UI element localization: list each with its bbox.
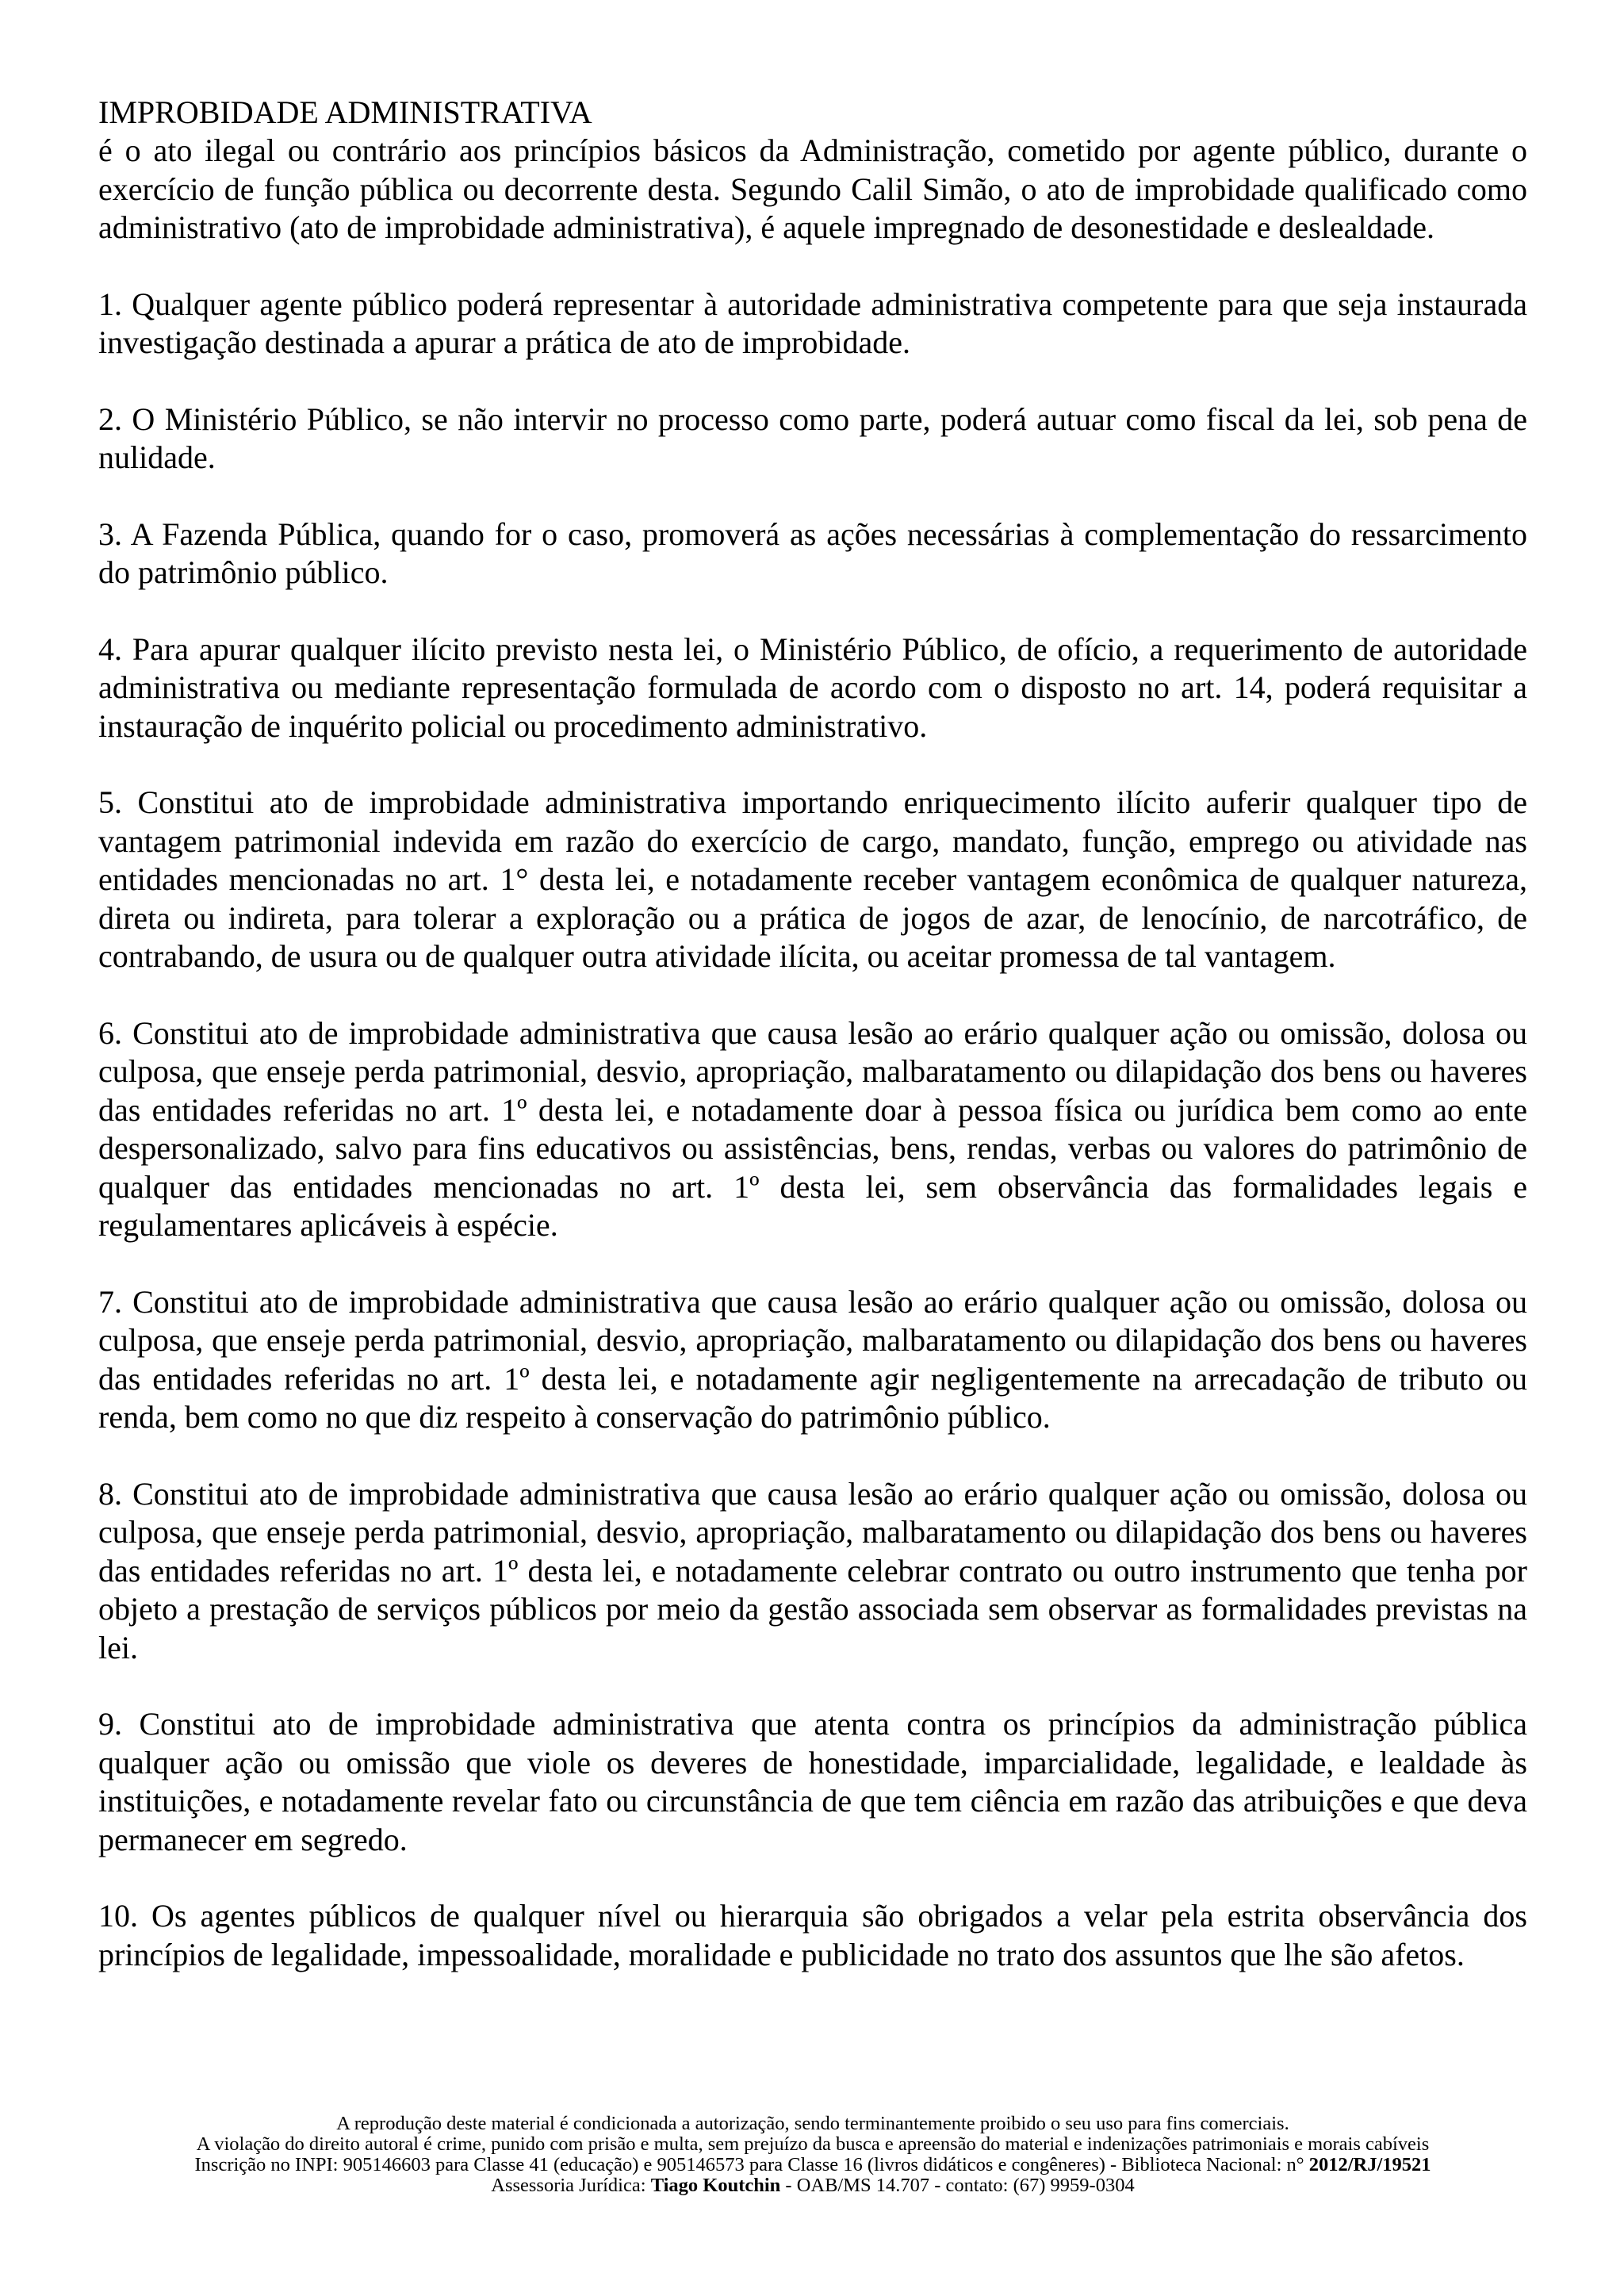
footer-legal-label: Assessoria Jurídica: (491, 2175, 651, 2196)
list-item: 10. Os agentes públicos de qualquer nível ou hierarquia são obrigados a velar pela estrita observância dos princípios de legalidade, impessoalidade, moralidade e publicidade no trato dos assuntos que lhe são afetos. (98, 1898, 1527, 1972)
footer-legal-contact (98, 2175, 1527, 2196)
footer-registration-number: 2012/RJ/19521 (1308, 2154, 1431, 2175)
page-footer (98, 2114, 1527, 2196)
intro-paragraph: é o ato ilegal ou contrário aos princípios básicos da Administração, cometido por agente público, durante o exercício de função pública ou decorrente desta. Segundo Calil Simão, o ato de improbidade qualificado como administrativo (ato de improbidade administrativa), é aquele impregnado de desonestidade e deslealdade. (98, 132, 1527, 245)
document-title: IMPROBIDADE ADMINISTRATIVA (98, 94, 592, 130)
footer-reproduction-notice: A reprodução deste material é condicionada a autorização, sendo terminantemente proibido o seu uso para fins comerciais. (336, 2113, 1289, 2134)
list-item: 7. Constitui ato de improbidade administrativa que causa lesão ao erário qualquer ação ou omissão, dolosa ou culposa, que enseje perda patrimonial, desvio, apropriação, malbaratamento ou dilapidação dos bens ou haveres das entidades referidas no art. 1º desta lei, e notadamente agir negligentemente na arrecadação de tributo ou renda, bem como no que diz respeito à conservação do patrimônio público. (98, 1283, 1527, 1435)
list-item: 2. O Ministério Público, se não intervir no processo como parte, poderá autuar como fiscal da lei, sob pena de nulidade. (98, 401, 1527, 475)
footer-copyright-notice: A violação do direito autoral é crime, punido com prisão e multa, sem prejuízo da busca e apreensão do material e indenizações patrimoniais e morais cabíveis (196, 2133, 1430, 2155)
footer-registration (98, 2155, 1527, 2175)
footer-legal-name: Tiago Koutchin (650, 2175, 781, 2196)
list-item: 1. Qualquer agente público poderá representar à autoridade administrativa competente para que seja instaurada investigação destinada a apurar a prática de ato de improbidade. (98, 286, 1527, 360)
list-item: 4. Para apurar qualquer ilícito previsto nesta lei, o Ministério Público, de ofício, a requerimento de autoridade administrativa ou mediante representação formulada de acordo com o disposto no art. 14, poderá requisitar a instauração de inquérito policial ou procedimento administrativo. (98, 631, 1527, 744)
footer-legal-details: - OAB/MS 14.707 - contato: (67) 9959-0304 (780, 2175, 1135, 2196)
list-item: 9. Constitui ato de improbidade administrativa que atenta contra os princípios da administração pública qualquer ação ou omissão que viole os deveres de honestidade, imparcialidade, legalidade, e lealdade às instituições, e notadamente revelar fato ou circunstância de que tem ciência em razão das atribuições e que deva permanecer em segredo. (98, 1706, 1527, 1857)
list-item: 3. A Fazenda Pública, quando for o caso, promoverá as ações necessárias à complementação do ressarcimento do patrimônio público. (98, 516, 1527, 590)
document-body (98, 94, 1527, 1974)
list-item: 5. Constitui ato de improbidade administrativa importando enriquecimento ilícito auferir qualquer tipo de vantagem patrimonial indevida em razão do exercício de cargo, mandato, função, emprego ou atividade nas entidades mencionadas no art. 1° desta lei, e notadamente receber vantagem econômica de qualquer natureza, direta ou indireta, para tolerar a exploração ou a prática de jogos de azar, de lenocínio, de narcotráfico, de contrabando, de usura ou de qualquer outra atividade ilícita, ou aceitar promessa de tal vantagem. (98, 784, 1527, 974)
footer-registration-text: Inscrição no INPI: 905146603 para Classe 41 (educação) e 905146573 para Classe 16 (livros didáticos e congêneres) - Biblioteca Nacional: n° (194, 2154, 1309, 2175)
list-item: 8. Constitui ato de improbidade administrativa que causa lesão ao erário qualquer ação ou omissão, dolosa ou culposa, que enseje perda patrimonial, desvio, apropriação, malbaratamento ou dilapidação dos bens ou haveres das entidades referidas no art. 1º desta lei, e notadamente celebrar contrato ou outro instrumento que tenha por objeto a prestação de serviços públicos por meio da gestão associada sem observar as formalidades previstas na lei. (98, 1475, 1527, 1665)
list-item: 6. Constitui ato de improbidade administrativa que causa lesão ao erário qualquer ação ou omissão, dolosa ou culposa, que enseje perda patrimonial, desvio, apropriação, malbaratamento ou dilapidação dos bens ou haveres das entidades referidas no art. 1º desta lei, e notadamente doar à pessoa física ou jurídica bem como ao ente despersonalizado, salvo para fins educativos ou assistências, bens, rendas, verbas ou valores do patrimônio de qualquer das entidades mencionadas no art. 1º desta lei, sem observância das formalidades legais e regulamentares aplicáveis à espécie. (98, 1014, 1527, 1243)
